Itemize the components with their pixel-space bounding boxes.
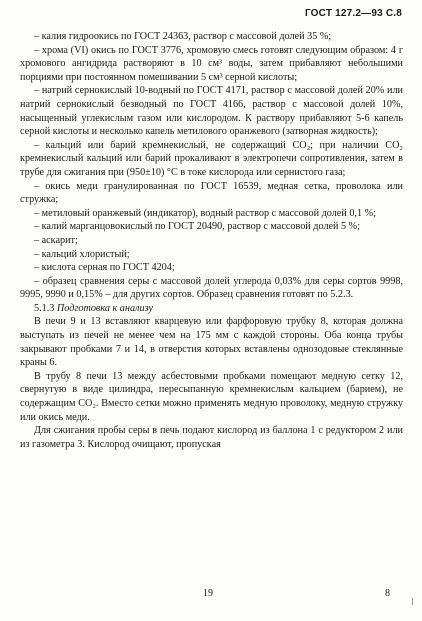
paragraph: – образец сравнения серы с массовой долей углерода 0,03% для серы сортов 9998, 9995, 9990 и 0,15% – для других сортов. Образец сравнения готовят по 5.2.3. <box>20 275 403 301</box>
paragraph: В печи 9 и 13 вставляют кварцевую или фарфоровую трубку 8, которая должна выступать из печей не менее чем на 175 мм с каждой стороны. Оба конца трубы закрывают пробками 7 и 14, в отверстия которых вставлены однозодовые стеклянные краны 6. <box>20 316 403 369</box>
paragraph: – кальций хлористый; <box>34 248 130 260</box>
section-heading <box>20 302 403 316</box>
paragraph: – кислота серная по ГОСТ 4204; <box>34 262 175 274</box>
margin-mark <box>412 598 413 605</box>
paragraph: – метиловый оранжевый (индикатор), водный раствор с массовой долей 0,1 %; <box>34 207 376 219</box>
paragraph: В трубу 8 печи 13 между асбестовыми пробками помещают медную сетку 12, свернутую в виде цилиндра, пересыпанную кремнекислым кальцием (барием), не содержащим CO₂. Вместо сетки можно применять медную проволоку, медную стружку или окись меди. <box>20 370 403 423</box>
paragraph: – кальций или барий кремнекислый, не содержащий CO₂; при наличии CO₂ кремнекислый кальций или барий прокаливают в электропечи сопротивления, затем в трубе для сжигания при (950±10) °С в токе кислорода или сернистого газа; <box>20 139 403 178</box>
paragraph: – калия гидроокись по ГОСТ 24363, раствор с массовой долей 35 %; <box>34 31 332 42</box>
paragraph: – аскарит; <box>34 234 78 246</box>
section-number: 5.1.3 <box>34 302 55 314</box>
page-number-right: 8 <box>385 588 390 599</box>
paragraph: – хрома (VI) окись по ГОСТ 3776, хромовую смесь готовят следующим образом: 4 г хромового ангидрида растворяют в 10 см³ воды, затем прибавляют небольшими порциями при постоянном помешивании 5 см³ серной кислоты; <box>20 44 403 83</box>
paragraph: – окись меди гранулированная по ГОСТ 16539, медная сетка, проволока или стружка; <box>20 180 403 206</box>
paragraph: Для сжигания пробы серы в печь подают кислород из баллона 1 с редуктором 2 или из газометра 3. Кислород очищают, пропуская <box>20 425 403 450</box>
document-body <box>20 30 403 451</box>
section-title: Подготовка к анализу <box>56 302 154 314</box>
page-header: ГОСТ 127.2—93 С.8 <box>304 8 402 19</box>
paragraph: – натрий сернокислый 10-водный по ГОСТ 4171, раствор с массовой долей 20% или натрий сернокислый безводный по ГОСТ 4166, раствор с массовой долей 10%, насыщенный углекислым газом или кислородом. К раствору прибавляют 5-6 капель серной кислоты и несколько капель метилового оранжевого (затворная жидкость); <box>20 85 403 138</box>
page-number-center: 19 <box>203 588 213 599</box>
paragraph: – калий марганцовокислый по ГОСТ 20490, раствор с массовой долей 5 %; <box>34 221 360 233</box>
